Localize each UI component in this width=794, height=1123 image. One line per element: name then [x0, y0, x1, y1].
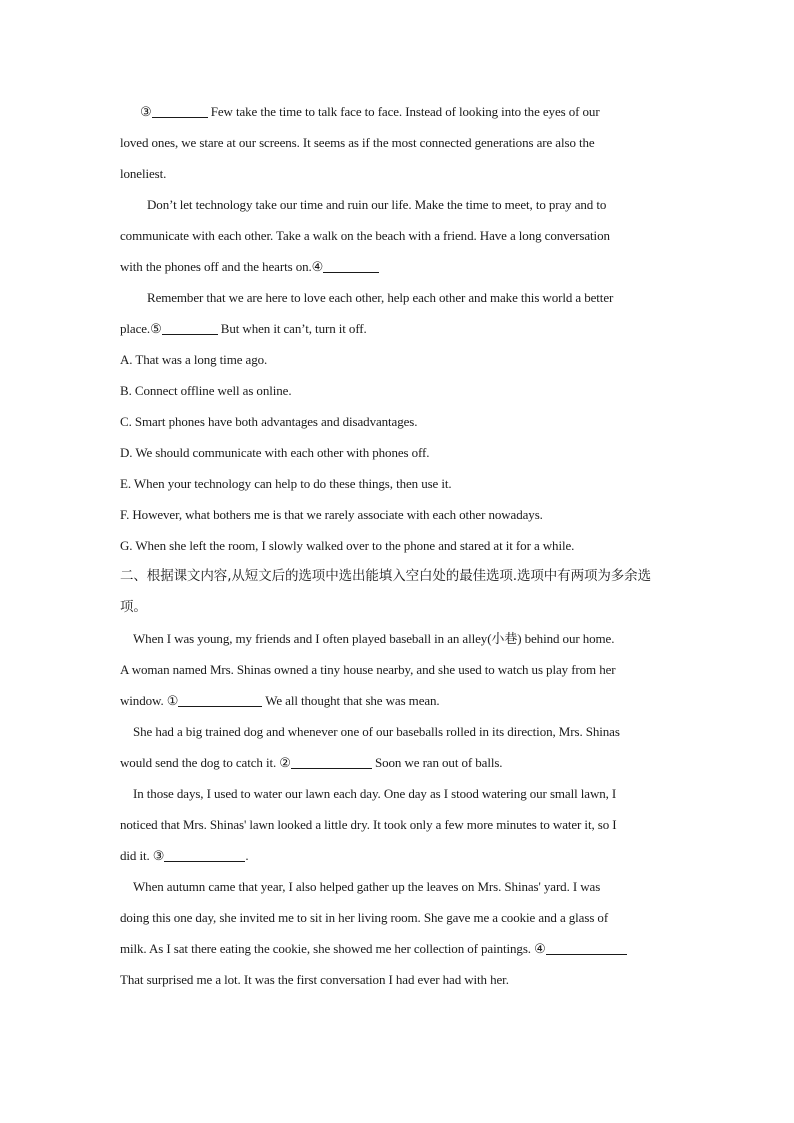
answer-blank-4b[interactable] — [546, 940, 627, 955]
option-c: C. Smart phones have both advantages and disadvantages. — [120, 414, 418, 429]
text-run: window. ① — [120, 693, 179, 708]
text-run: But when it can’t, turn it off. — [217, 321, 367, 336]
passage2-p3-line2: noticed that Mrs. Shinas' lawn looked a little dry. It took only a few more minutes to water it, so I — [120, 817, 617, 832]
passage1-p4-line3 — [120, 251, 680, 282]
text-run: place.⑤ — [120, 321, 162, 336]
answer-blank-3b[interactable] — [164, 847, 245, 862]
text-run: We all thought that she was mean. — [262, 693, 440, 708]
blank-number: ③ — [140, 104, 152, 119]
passage1-p3-line2: loved ones, we stare at our screens. It seems as if the most connected generations are also the — [120, 135, 595, 150]
option-b: B. Connect offline well as online. — [120, 383, 292, 398]
answer-blank-4[interactable] — [323, 258, 379, 273]
section2-heading-line2: 项。 — [120, 599, 147, 615]
passage2-p3-line3 — [120, 840, 680, 871]
option-e: E. When your technology can help to do these things, then use it. — [120, 476, 452, 491]
passage2-p1-line2: A woman named Mrs. Shinas owned a tiny house nearby, and she used to watch us play from her — [120, 662, 616, 677]
passage2-p1-line1: When I was young, my friends and I often played baseball in an alley(小巷) behind our home. — [133, 631, 615, 646]
option-f: F. However, what bothers me is that we rarely associate with each other nowadays. — [120, 507, 543, 522]
passage1-p3-line1 — [120, 96, 680, 127]
passage1-p4-line1: Don’t let technology take our time and ruin our life. Make the time to meet, to pray and to — [147, 197, 607, 212]
passage1-p5-line1: Remember that we are here to love each other, help each other and make this world a better — [147, 290, 614, 305]
passage2-p2-line2 — [120, 747, 680, 778]
passage1-p5-line2 — [120, 313, 680, 344]
document-page — [120, 96, 680, 995]
passage2-p4-line4: That surprised me a lot. It was the first conversation I had ever had with her. — [120, 972, 509, 987]
passage2-p4-line1: When autumn came that year, I also helped gather up the leaves on Mrs. Shinas' yard. I was — [133, 879, 601, 894]
text-run: with the phones off and the hearts on.④ — [120, 259, 324, 274]
text-run: Soon we ran out of balls. — [371, 755, 503, 770]
text-run: milk. As I sat there eating the cookie, she showed me her collection of paintings. ④ — [120, 941, 546, 956]
option-g: G. When she left the room, I slowly walked over to the phone and stared at it for a while. — [120, 538, 575, 553]
option-a: A. That was a long time ago. — [120, 352, 268, 367]
text-run: Few take the time to talk face to face. Instead of looking into the eyes of our — [207, 104, 600, 119]
answer-blank-3[interactable] — [152, 103, 208, 118]
answer-blank-2[interactable] — [291, 754, 372, 769]
text-run: did it. ③ — [120, 848, 165, 863]
text-run: . — [245, 848, 249, 863]
passage2-p3-line1: In those days, I used to water our lawn each day. One day as I stood watering our small lawn, I — [133, 786, 617, 801]
passage1-p4-line2: communicate with each other. Take a walk on the beach with a friend. Have a long conversation — [120, 228, 610, 243]
text-run: would send the dog to catch it. ② — [120, 755, 291, 770]
passage2-p2-line1: She had a big trained dog and whenever one of our baseballs rolled in its direction, Mrs. Shinas — [133, 724, 620, 739]
option-d: D. We should communicate with each other with phones off. — [120, 445, 430, 460]
answer-blank-5[interactable] — [162, 320, 218, 335]
answer-blank-1[interactable] — [178, 692, 262, 707]
passage2-p4-line3 — [120, 933, 680, 964]
passage2-p4-line2: doing this one day, she invited me to sit in her living room. She gave me a cookie and a glass of — [120, 910, 609, 925]
section2-heading-line1: 二、根据课文内容,从短文后的选项中选出能填入空白处的最佳选项.选项中有两项为多余选 — [120, 568, 651, 584]
passage1-p3-line3: loneliest. — [120, 166, 167, 181]
passage2-p1-line3 — [120, 685, 680, 716]
